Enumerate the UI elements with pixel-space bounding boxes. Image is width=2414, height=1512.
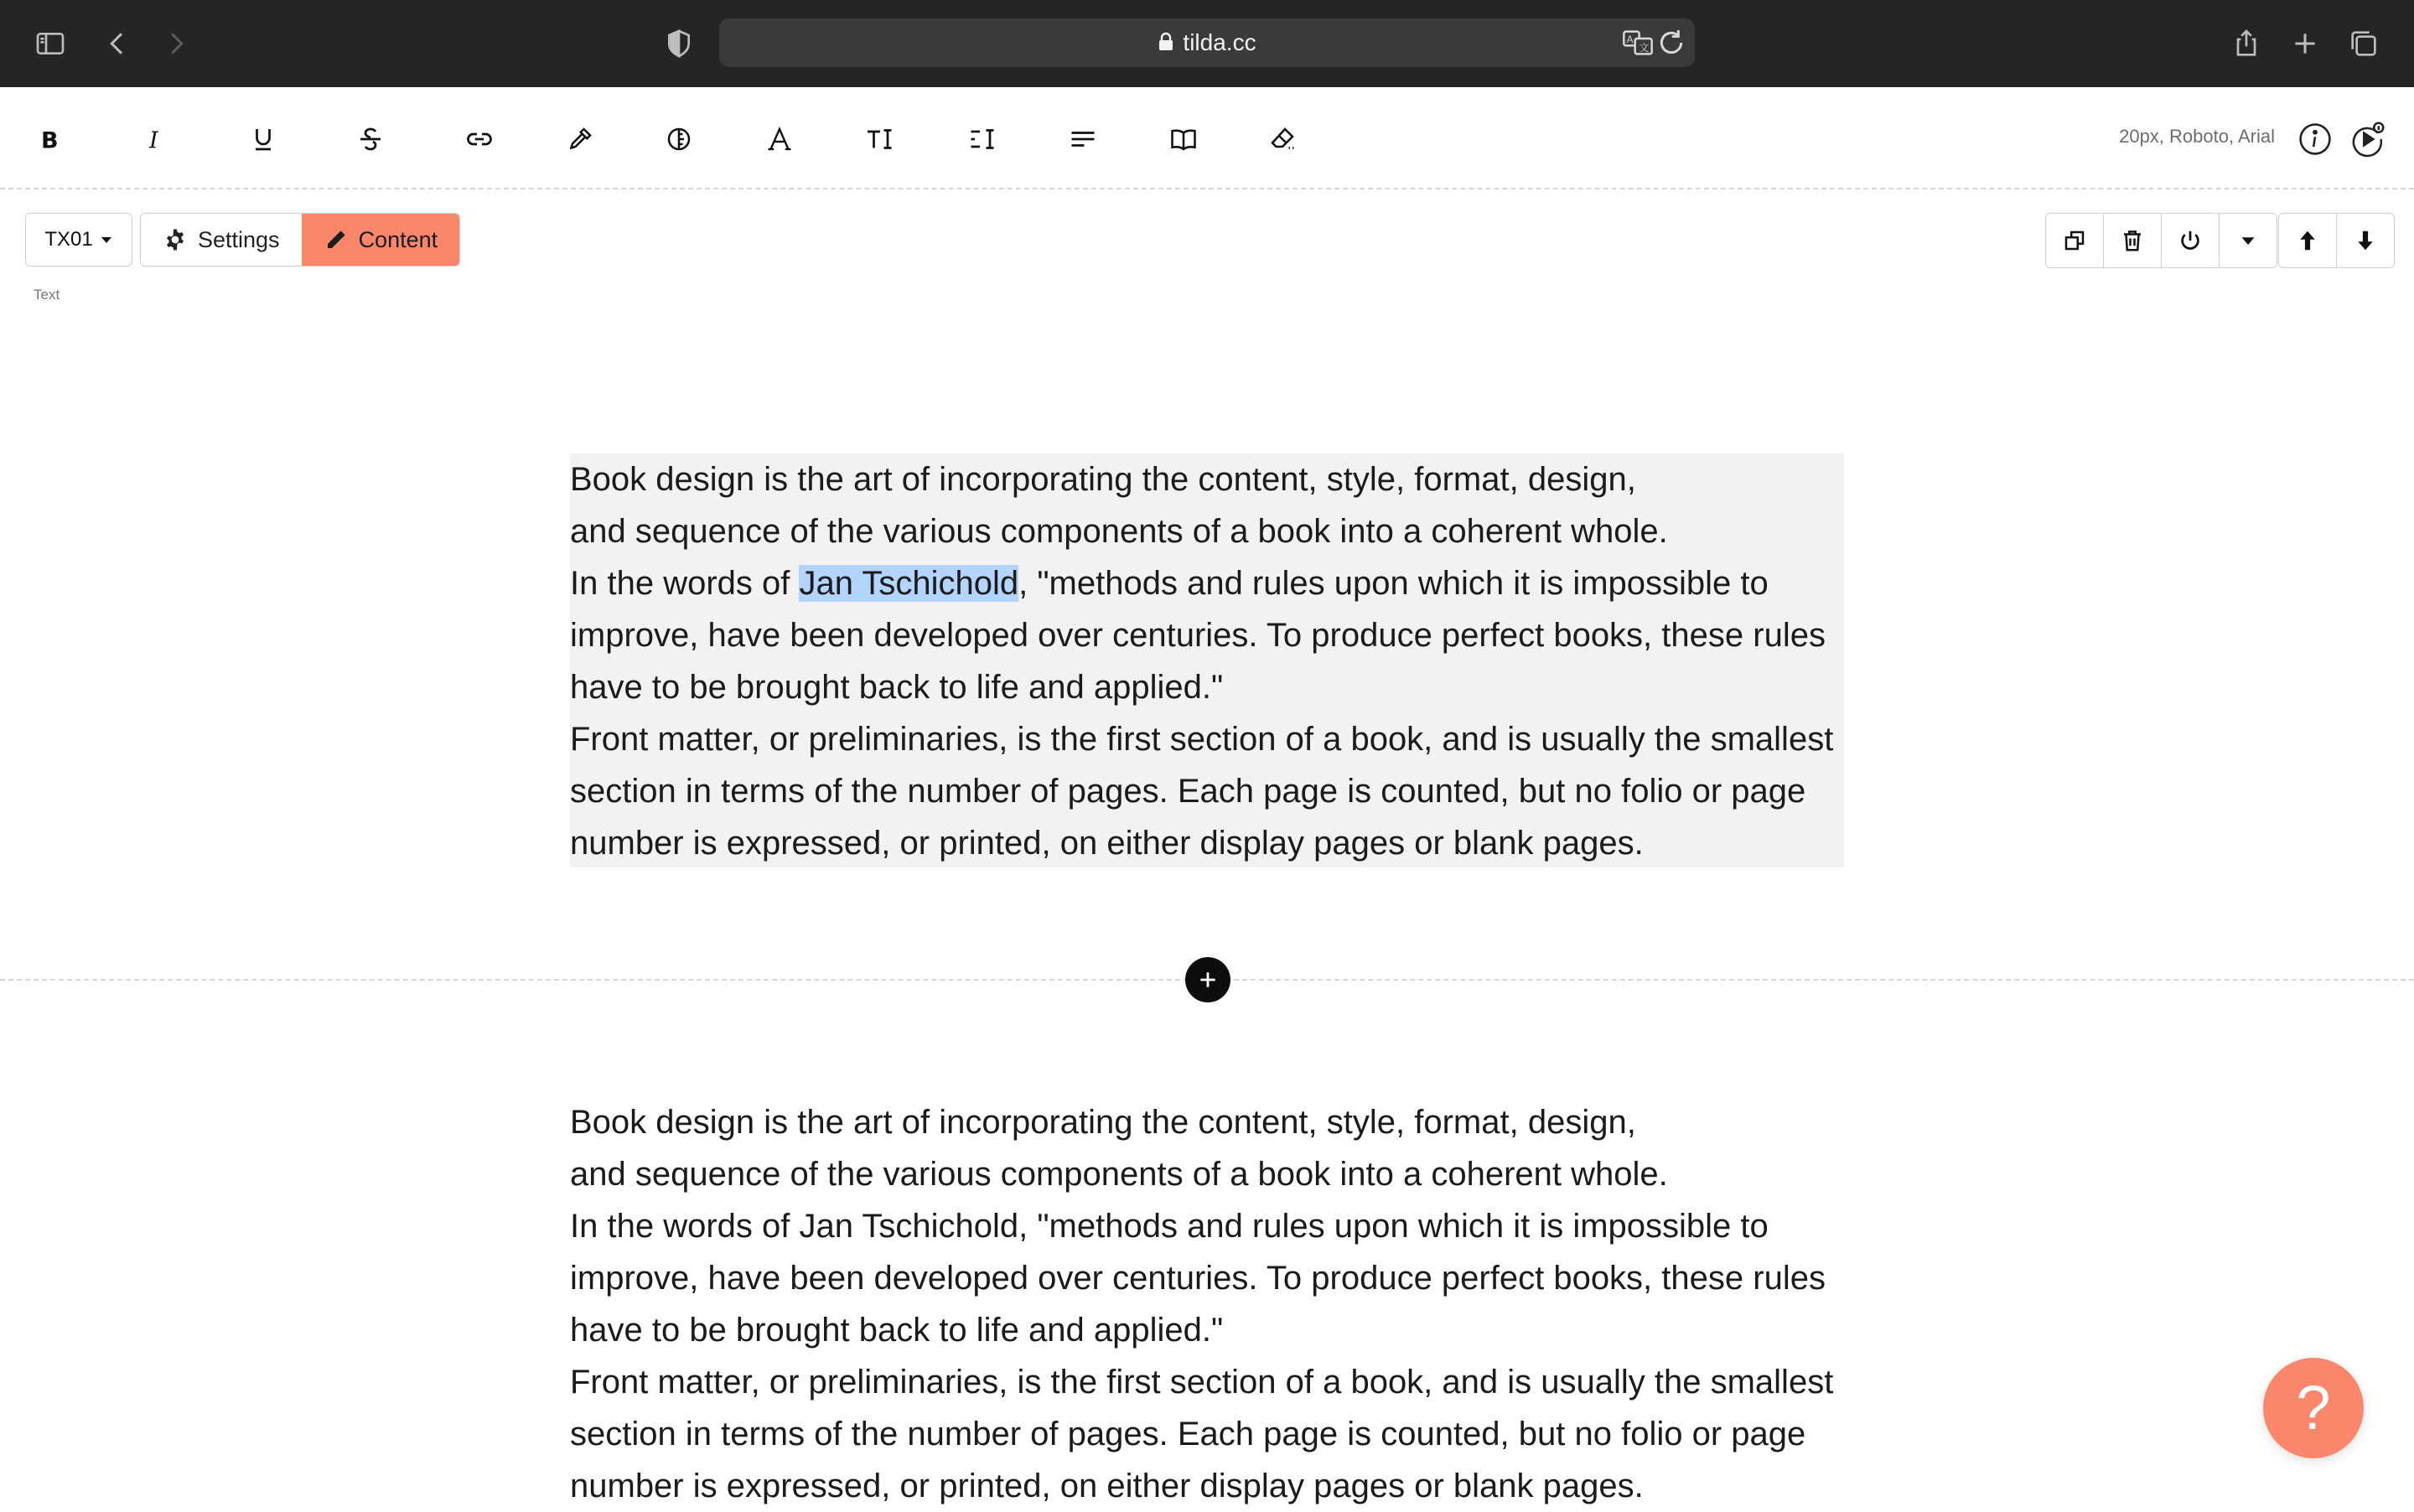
move-actions [2278,213,2395,268]
block-type-label: TX01 [44,228,93,251]
tab-overview-icon[interactable] [2339,18,2389,69]
selected-text: Jan Tschichold [799,565,1019,602]
url-text: tilda.cc [1183,29,1256,55]
font-family-icon[interactable] [758,117,801,161]
typograph-book-icon[interactable] [1162,117,1205,161]
trash-icon[interactable] [2104,214,2162,267]
text-block-preview [570,1090,1844,1512]
arrow-up-icon[interactable] [2279,214,2337,267]
clear-format-icon[interactable] [1261,117,1304,161]
caret-down-icon [100,235,113,245]
help-button[interactable] [2263,1358,2364,1458]
arrow-down-icon[interactable] [2337,214,2394,267]
text-paragraph [570,453,1844,869]
gear-icon [163,227,188,252]
text-line: section in terms of the number of pages. Each page is counted, but no folio or page [570,773,1806,810]
text-line: Book design is the art of incorporating the content, style, format, design, [570,1104,1636,1141]
content-button[interactable] [302,214,460,266]
line-height-icon[interactable] [961,117,1004,161]
more-dropdown-icon[interactable] [2220,214,2277,267]
underline-icon[interactable] [241,117,285,161]
new-tab-icon[interactable] [2280,18,2330,69]
align-icon[interactable] [1061,117,1105,161]
text-line: improve, have been developed over centuries. To produce perfect books, these rules [570,1260,1826,1297]
block-type-dropdown[interactable] [25,213,132,267]
svg-text:文: 文 [1639,43,1650,54]
help-question-icon: ? [2296,1373,2331,1442]
settings-label: Settings [198,226,280,252]
svg-text:B: B [41,127,59,154]
settings-button[interactable] [141,214,302,266]
text-paragraph [570,1090,1844,1512]
text-line: and sequence of the various components of a book into a coherent whole. [570,1156,1668,1193]
font-size-icon[interactable] [858,117,902,161]
duplicate-icon[interactable] [2046,214,2104,267]
text-format-toolbar [0,87,2414,189]
strikethrough-icon[interactable] [349,117,392,161]
color-picker-icon[interactable] [558,117,602,161]
translate-icon[interactable] [1621,26,1655,60]
block-actions [2045,213,2277,268]
font-color-icon[interactable] [657,117,701,161]
text-line: Front matter, or preliminaries, is the first section of a book, and is usually the smallest [570,721,1834,758]
reload-icon[interactable] [1655,26,1688,60]
add-block-button[interactable] [1185,957,1230,1002]
back-icon[interactable] [92,18,142,69]
text-line [570,557,1844,609]
pencil-icon [324,227,349,252]
editable-text-block[interactable] [570,453,1844,867]
text-line: In the words of Jan Tschichold, "methods and rules upon which it is impossible to [570,1208,1769,1245]
privacy-shield-icon[interactable] [654,18,704,69]
sidebar-icon[interactable] [25,18,75,69]
text-line: and sequence of the various components of a book into a coherent whole. [570,513,1668,550]
italic-icon[interactable] [132,117,176,161]
text-segment: , "methods and rules upon which it is impossible to [1018,565,1769,602]
info-icon[interactable] [2293,117,2337,161]
text-line: section in terms of the number of pages. Each page is counted, but no folio or page [570,1416,1806,1452]
text-line: Front matter, or preliminaries, is the first section of a book, and is usually the smallest [570,1364,1834,1401]
text-line: Book design is the art of incorporating the content, style, format, design, [570,461,1636,498]
forward-icon[interactable] [151,18,201,69]
block-label: Text [34,287,60,303]
lock-icon [1158,20,1174,69]
power-icon[interactable] [2162,214,2220,267]
block-mode-tabs [140,213,460,267]
share-icon[interactable] [2221,18,2272,69]
text-line: number is expressed, or printed, on either display pages or blank pages. [570,1468,1644,1504]
text-line: have to be brought back to life and applied." [570,1312,1224,1349]
text-line: have to be brought back to life and applied." [570,669,1224,706]
text-line: improve, have been developed over centuries. To produce perfect books, these rules [570,617,1826,654]
tour-icon[interactable] [2345,117,2389,161]
content-label: Content [358,226,438,252]
svg-text:I: I [149,127,158,154]
link-icon[interactable] [458,117,501,161]
browser-toolbar [0,0,2414,88]
svg-text:A: A [1626,34,1634,45]
text-line: number is expressed, or printed, on either display pages or blank pages. [570,825,1644,862]
text-segment: In the words of [570,565,800,602]
font-info: 20px, Roboto, Arial [2119,126,2275,147]
bold-icon[interactable] [27,117,70,161]
plus-icon [1197,969,1219,991]
address-bar[interactable] [719,18,1695,67]
